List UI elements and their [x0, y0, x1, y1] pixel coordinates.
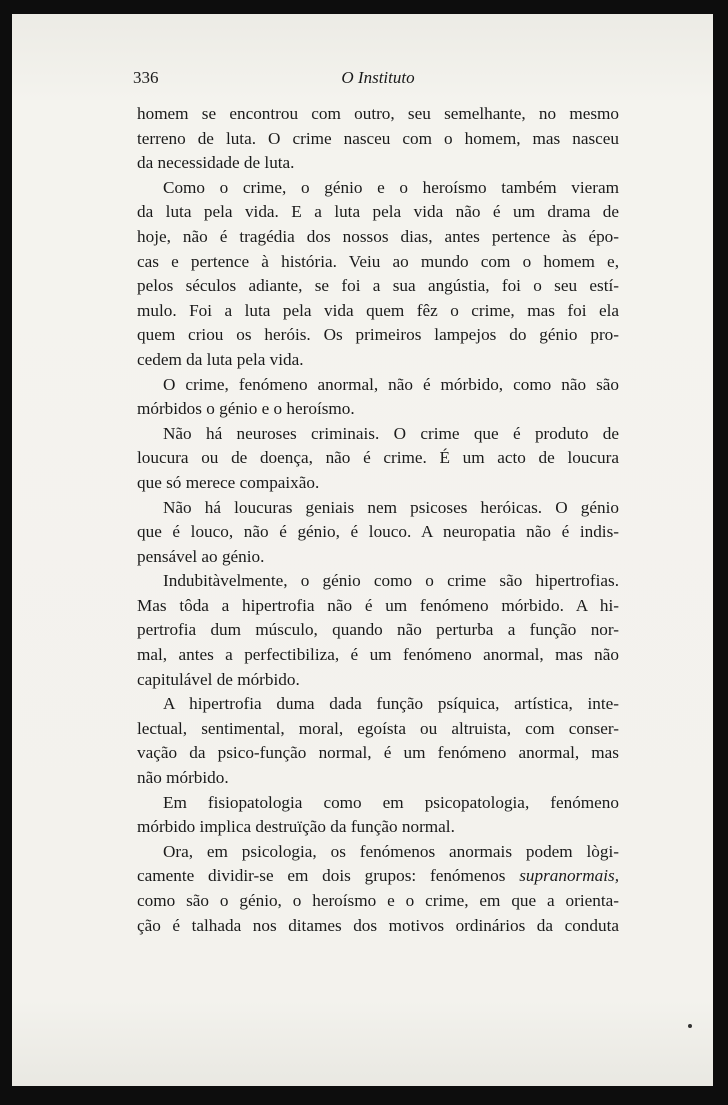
text-line-content: mórbido implica destruïção da função normal.: [137, 817, 455, 837]
text-line: [137, 471, 619, 496]
text-line: [137, 446, 619, 471]
text-line-content: mórbidos o génio e o heroísmo.: [137, 399, 355, 419]
text-line-content: pensável ao génio.: [137, 546, 265, 566]
page-number: 336: [133, 68, 159, 87]
text-line: [137, 840, 619, 865]
text-line-content: que só merece compaixão.: [137, 472, 320, 492]
text-line: [137, 545, 619, 570]
text-line: [137, 889, 619, 914]
text-line: [137, 766, 619, 791]
text-line-content: mulo. Foi a luta pela vida quem fêz o crime, mas foi ela: [137, 300, 619, 320]
text-line: [137, 373, 619, 398]
text-line-content: da luta pela vida. E a luta pela vida não é um drama de: [137, 202, 619, 222]
text-line-content: não mórbido.: [137, 768, 229, 788]
text-line: [137, 668, 619, 693]
text-line: [137, 914, 619, 939]
text-line: [137, 299, 619, 324]
emphasized-term: supranormais,: [519, 866, 619, 886]
text-line: [137, 692, 619, 717]
text-line-content: O crime, fenómeno anormal, não é mórbido, como não são: [163, 374, 619, 394]
text-line-content: vação da psico-função normal, é um fenómeno anormal, mas: [137, 743, 619, 763]
text-line-content: Indubitàvelmente, o génio como o crime são hipertrofias.: [163, 571, 619, 591]
text-line-content: da necessidade de luta.: [137, 153, 295, 173]
text-line-content: lectual, sentimental, moral, egoísta ou altruista, com conser-: [137, 718, 619, 738]
text-line: [137, 791, 619, 816]
text-line: [137, 594, 619, 619]
text-line-content: terreno de luta. O crime nasceu com o homem, mas nasceu: [137, 128, 619, 148]
text-line: [137, 618, 619, 643]
running-title: O Instituto: [341, 68, 415, 87]
text-line-content: pertrofia dum músculo, quando não perturba a função nor-: [137, 620, 619, 640]
text-line: [137, 250, 619, 275]
text-line: [137, 864, 619, 889]
text-line-content: Como o crime, o génio e o heroísmo também vieram: [163, 177, 619, 197]
text-line: [137, 422, 619, 447]
text-line: [137, 496, 619, 521]
text-line-content: mal, antes a perfectibiliza, é um fenómeno anormal, mas não: [137, 645, 619, 665]
body-text: [137, 102, 619, 938]
text-line-content: A hipertrofia duma dada função psíquica, artística, inte-: [163, 694, 619, 714]
text-line: [137, 569, 619, 594]
text-line: [137, 815, 619, 840]
text-line: [137, 274, 619, 299]
text-line-content: camente dividir-se em dois grupos: fenómenos: [137, 866, 506, 886]
text-line-content: hoje, não é tragédia dos nossos dias, antes pertence às épo-: [137, 226, 619, 246]
text-line-content: Em fisiopatologia como em psicopatologia, fenómeno: [163, 792, 619, 812]
text-line-content: Não há neuroses criminais. O crime que é produto de: [163, 423, 619, 443]
text-line: [137, 127, 619, 152]
text-line: [137, 225, 619, 250]
text-line-content: pelos séculos adiante, se foi a sua angústia, foi o seu estí-: [137, 276, 619, 296]
text-line-content: Ora, em psicologia, os fenómenos anormais podem lògi-: [163, 841, 619, 861]
text-line-content: Não há loucuras geniais nem psicoses heróicas. O génio: [163, 497, 619, 517]
text-line: [137, 741, 619, 766]
text-line: [137, 643, 619, 668]
text-line-content: Mas tôda a hipertrofia não é um fenómeno mórbido. A hi-: [137, 595, 619, 615]
text-line-content: como são o génio, o heroísmo e o crime, em que a orienta-: [137, 891, 619, 910]
text-line-content: cas e pertence à história. Veiu ao mundo com o homem e,: [137, 251, 619, 271]
text-line-content: que é louco, não é génio, é louco. A neuropatia não é indis-: [137, 522, 619, 542]
text-line-content: ção é talhada nos ditames dos motivos ordinários da conduta: [137, 915, 619, 935]
text-line-content: loucura ou de doença, não é crime. É um acto de loucura: [137, 448, 619, 468]
text-line: [137, 151, 619, 176]
text-line: [137, 176, 619, 201]
text-line: [137, 102, 619, 127]
text-line: [137, 200, 619, 225]
scan-speck: [688, 1024, 692, 1028]
text-line-content: cedem da luta pela vida.: [137, 349, 304, 369]
text-line: [137, 717, 619, 742]
text-line: [137, 348, 619, 373]
text-line: [137, 520, 619, 545]
text-line: [137, 323, 619, 348]
text-line: [137, 397, 619, 422]
text-line-content: quem criou os heróis. Os primeiros lampejos do génio pro-: [137, 325, 619, 345]
text-line-content: homem se encontrou com outro, seu semelhante, no mesmo: [137, 104, 619, 123]
text-line-content: capitulável de mórbido.: [137, 669, 300, 689]
page-header: [133, 62, 623, 92]
